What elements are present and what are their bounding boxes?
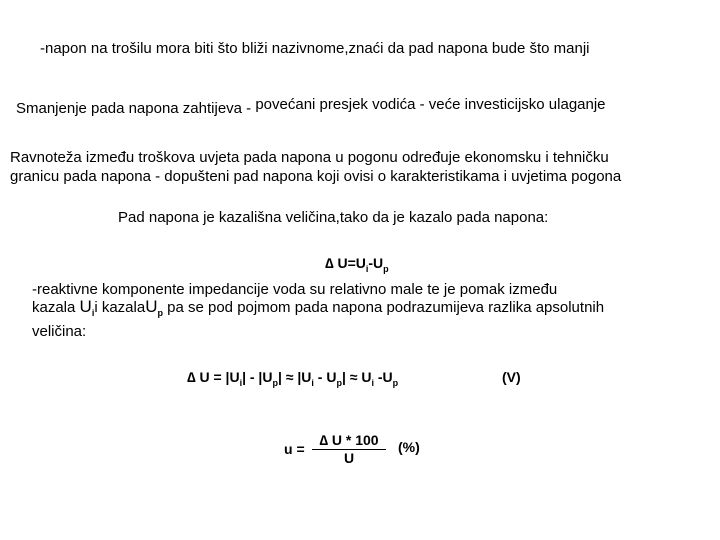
formula-voltage-drop <box>325 254 389 278</box>
text-line-8 <box>32 298 604 322</box>
text-line-8-pre: kazala <box>32 299 80 316</box>
formula-absolute-difference <box>187 368 398 392</box>
delta-symbol: ∆ <box>325 255 334 271</box>
formula-2-e: | ≈ U <box>341 369 372 385</box>
formula-3-unit: (%) <box>398 439 420 455</box>
formula-2-unit: (V) <box>502 369 521 385</box>
text-line-9: veličina: <box>32 323 87 340</box>
formula-1-op: -U <box>368 255 384 271</box>
formula-2-sub-2: p <box>272 378 278 388</box>
formula-1-sub-i: i <box>365 264 369 274</box>
kazalo-u2-sub: p <box>157 308 163 318</box>
text-line-8-post: pa se pod pojmom pada napona podrazumijeva razlika apsolutnih <box>162 299 605 316</box>
formula-2-f: -U <box>373 369 393 385</box>
formula-1-sub-p: p <box>383 264 389 274</box>
delta-symbol: ∆ <box>319 432 328 448</box>
formula-2-sub-3: i <box>311 378 314 388</box>
formula-2-c: | ≈ |U <box>277 369 312 385</box>
formula-2-sub-6: p <box>392 378 399 388</box>
kazalo-u2: U <box>145 297 158 316</box>
formula-2-a: U = |U <box>195 369 240 385</box>
text-line-4: granicu pada napona - dopušteni pad napona koji ovisi o karakteristikama i uvjetima pogona <box>10 168 622 185</box>
text-line-5: Pad napona je kazališna veličina,tako da je kazalo pada napona: <box>118 209 549 226</box>
delta-symbol: ∆ <box>187 369 196 385</box>
formula-3-num-text: U * 100 <box>327 432 379 448</box>
formula-3-fraction <box>312 432 386 467</box>
text-line-2-prefix: Smanjenje pada napona zahtijeva - <box>16 100 256 117</box>
formula-2-d: - U <box>313 369 337 385</box>
text-line-2-suffix: povećani presjek vodića - veće investicijsko ulaganje <box>255 96 606 113</box>
formula-2-sub-5: i <box>371 378 374 388</box>
text-line-1: -napon na trošilu mora biti što bliži nazivnome,znaći da pad napona bude što manji <box>40 40 590 57</box>
formula-3-lhs: u = <box>284 441 305 457</box>
text-line-3: Ravnoteža između troškova uvjeta pada napona u pogonu određuje ekonomsku i tehničku <box>10 149 609 166</box>
formula-2-sub-1: i <box>239 378 243 388</box>
formula-3-numerator <box>312 432 386 450</box>
formula-2-b: | - |U <box>242 369 273 385</box>
text-line-2 <box>16 96 606 118</box>
formula-2-sub-4: p <box>336 378 342 388</box>
formula-3-denominator: U <box>343 450 355 466</box>
text-line-8-mid: i kazala <box>94 299 146 316</box>
kazalo-u1: U <box>79 297 92 316</box>
formula-1-lhs: U=U <box>333 255 366 271</box>
text-line-7: -reaktivne komponente impedancije voda su relativno male te je pomak između <box>32 281 558 298</box>
kazalo-u1-sub: i <box>91 308 95 318</box>
